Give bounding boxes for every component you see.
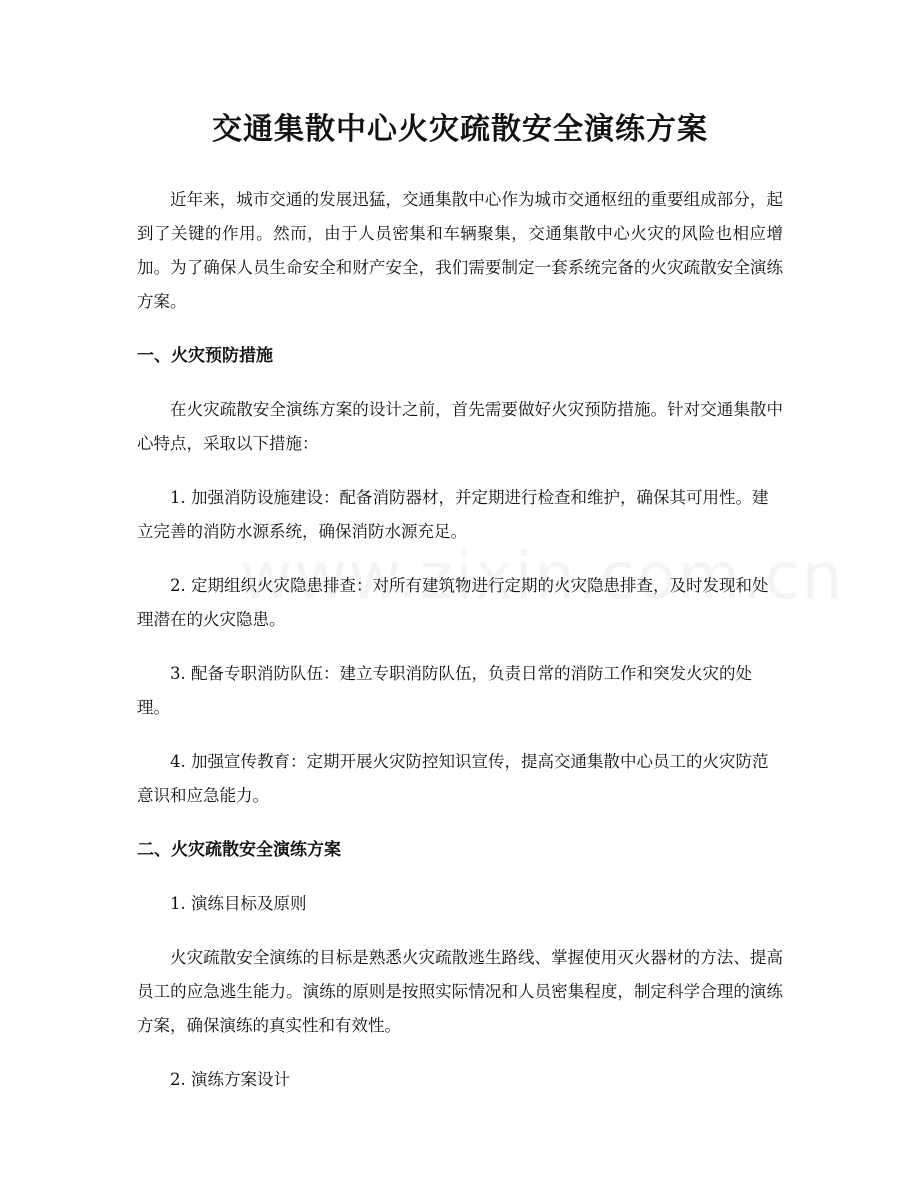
subsection-heading-goals: 1. 演练目标及原则 — [170, 894, 307, 913]
intro-paragraph: 近年来，城市交通的发展迅猛，交通集散中心作为城市交通枢纽的重要组成部分，起到了关键的作用。然而，由于人员密集和车辆聚集，交通集散中心火灾的风险也相应增加。为了确保人员生命安全和财产安全，我们需要制定一套系统完备的火灾疏散安全演练方案。 — [137, 190, 783, 311]
list-item: 3. 配备专职消防队伍：建立专职消防队伍，负责日常的消防工作和突发火灾的处理。 — [137, 664, 752, 717]
section1-intro-paragraph: 在火灾疏散安全演练方案的设计之前，首先需要做好火灾预防措施。针对交通集散中心特点，采取以下措施： — [137, 400, 783, 453]
document-title: 交通集散中心火灾疏散安全演练方案 — [212, 112, 708, 147]
section-heading-drill-plan: 二、火灾疏散安全演练方案 — [137, 840, 341, 860]
list-item: 1. 加强消防设施建设：配备消防器材，并定期进行检查和维护，确保其可用性。建立完善的消防水源系统，确保消防水源充足。 — [137, 488, 769, 541]
list-item: 4. 加强宣传教育：定期开展火灾防控知识宣传，提高交通集散中心员工的火灾防范意识和应急能力。 — [137, 752, 769, 805]
list-item: 2. 定期组织火灾隐患排查：对所有建筑物进行定期的火灾隐患排查，及时发现和处理潜在的火灾隐患。 — [137, 576, 769, 629]
goals-paragraph: 火灾疏散安全演练的目标是熟悉火灾疏散逃生路线、掌握使用灭火器材的方法、提高员工的应急逃生能力。演练的原则是按照实际情况和人员密集程度，制定科学合理的演练方案，确保演练的真实性和有效性。 — [137, 948, 783, 1035]
document-body — [137, 183, 783, 1117]
subsection-heading-design: 2. 演练方案设计 — [170, 1070, 290, 1089]
section-heading-fire-prevention: 一、火灾预防措施 — [137, 346, 273, 366]
